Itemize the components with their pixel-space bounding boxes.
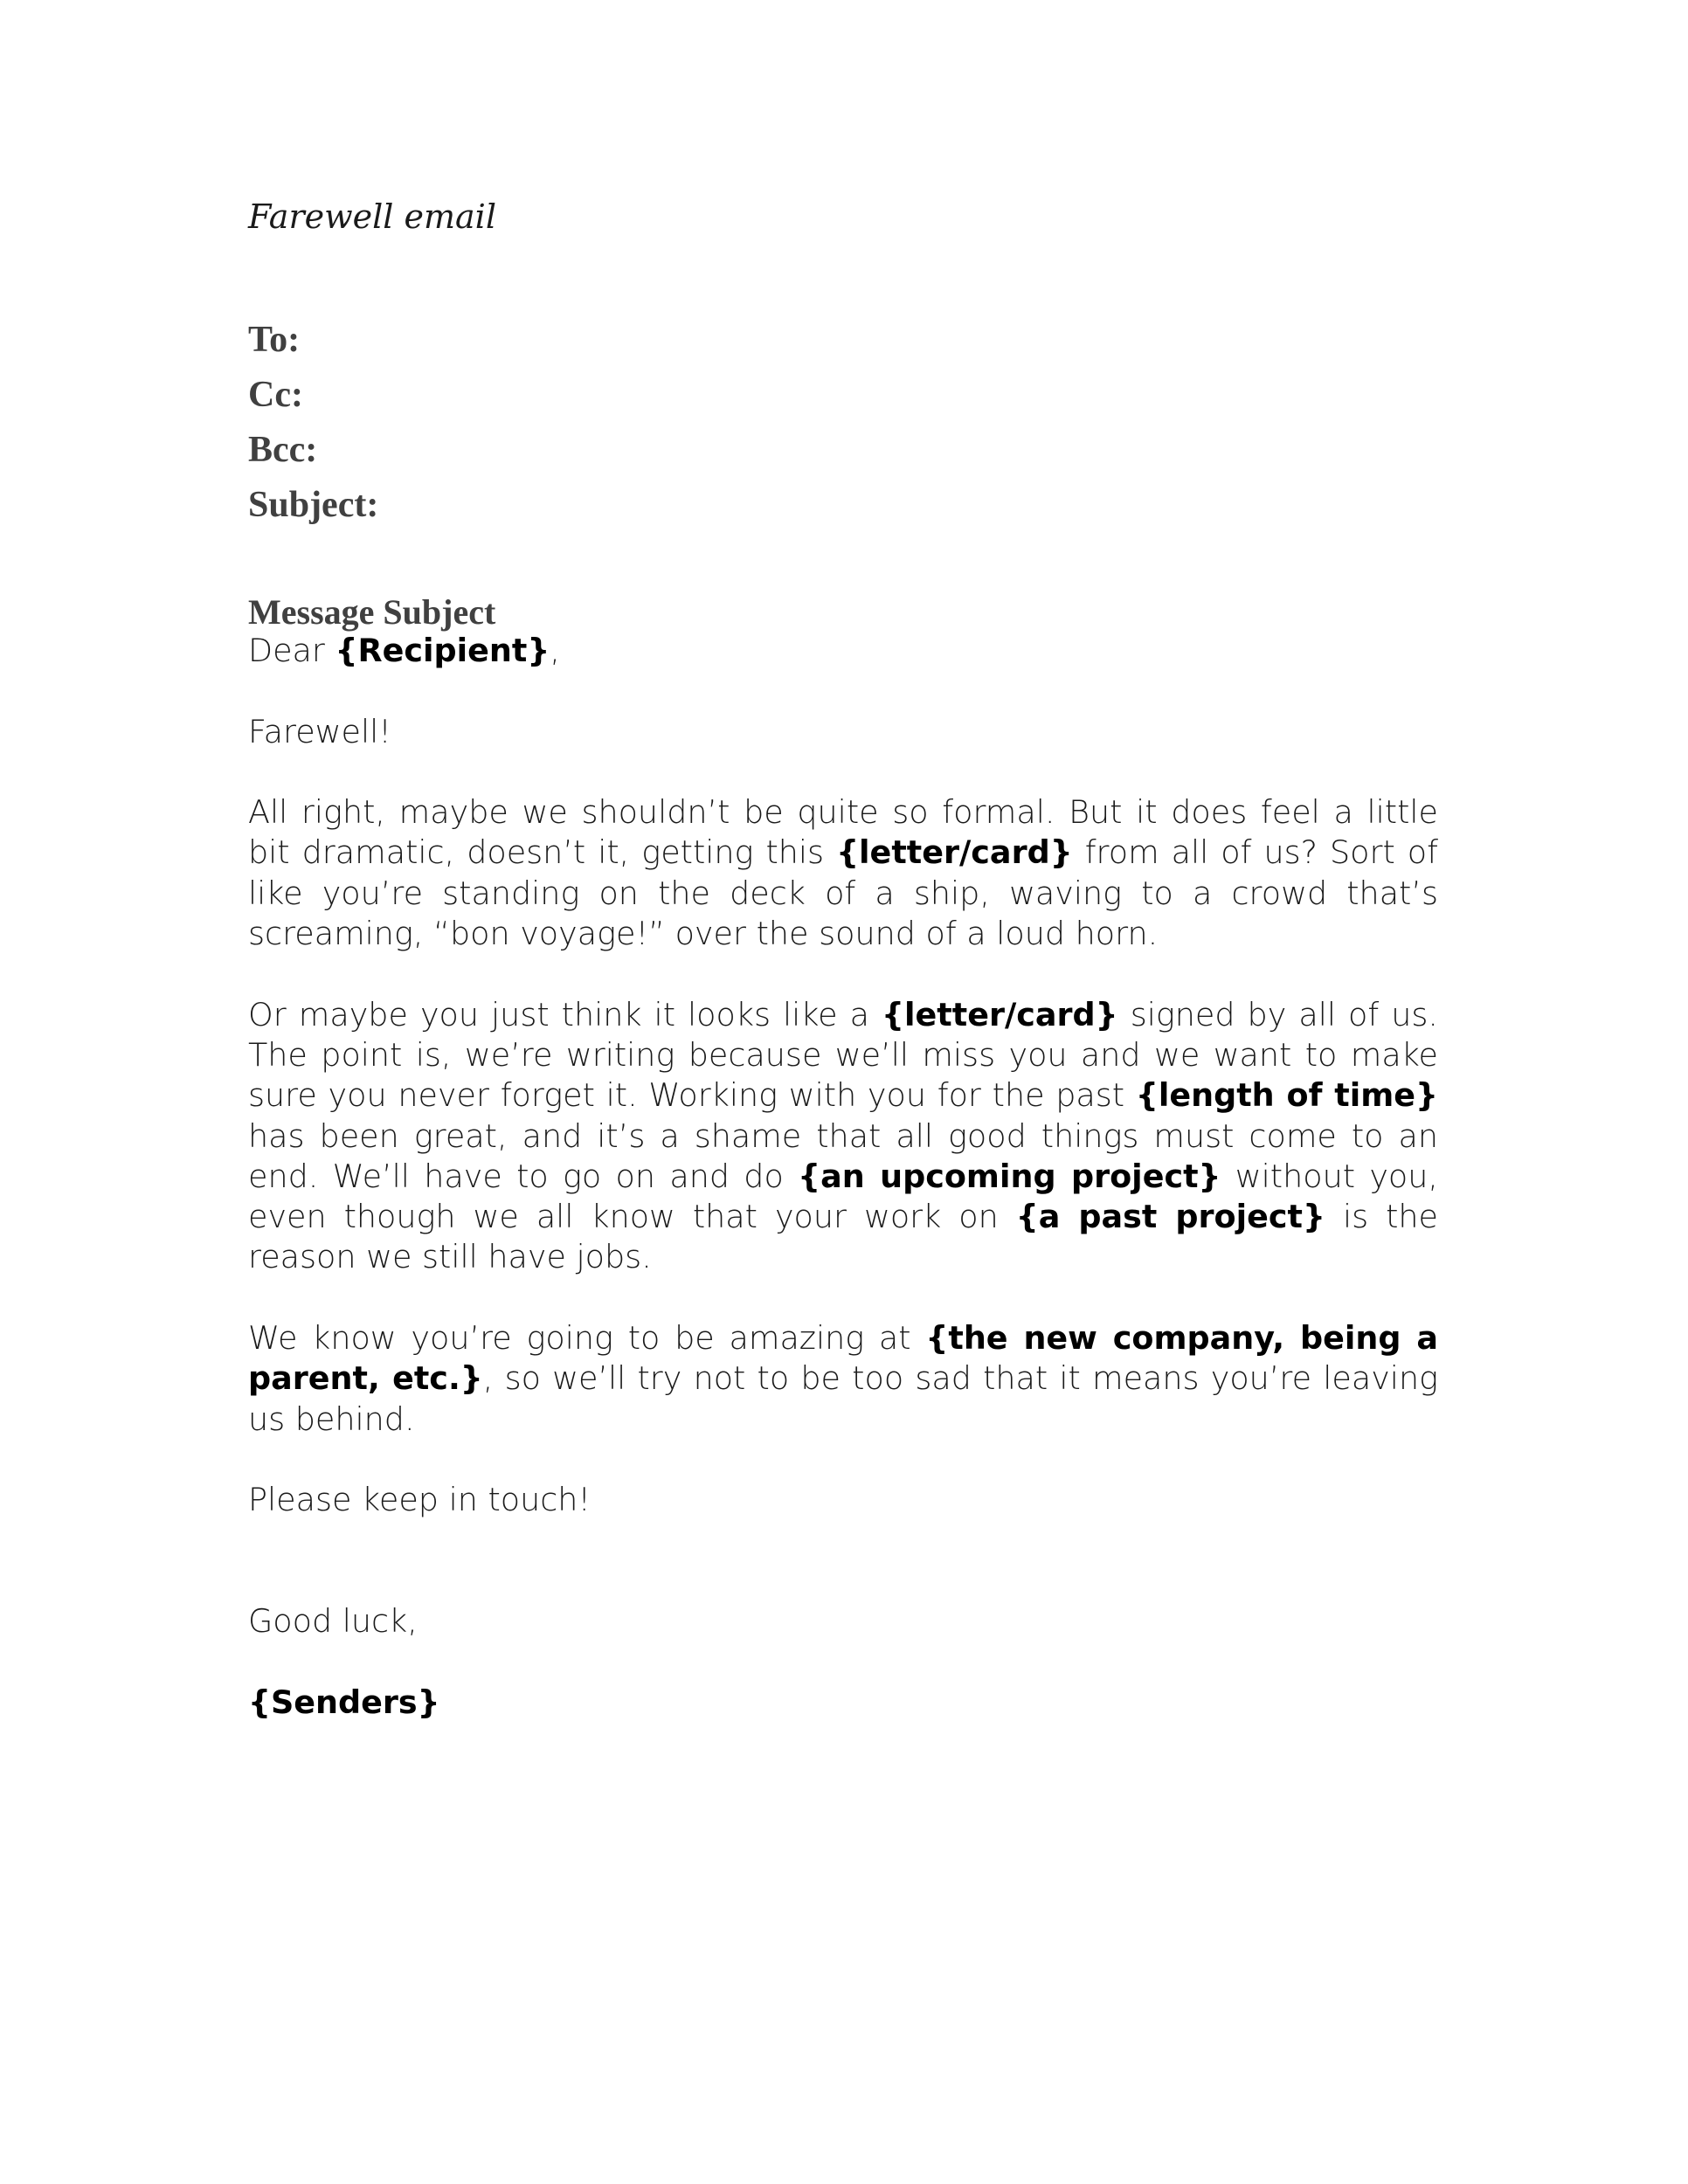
greeting (248, 631, 1438, 671)
message-body (248, 631, 1438, 1723)
subject-field-label: Subject: (248, 485, 379, 525)
paragraph-1-text: from all of us? Sort of like you’re standing on the deck of a ship, waving to a crowd that’s screaming, “bon voyage!” over the sound of a loud horn. (248, 833, 1438, 953)
upcoming-project-placeholder: {an upcoming project} (798, 1157, 1221, 1195)
greeting-suffix: , (550, 632, 560, 669)
paragraph-1-text: All right, maybe we shouldn’t be quite so formal. But it does feel a little bit dramatic, doesn’t it, getting this (248, 793, 1438, 872)
opening-line: Farewell! (248, 712, 391, 750)
paragraph-2-text: has been great, and it’s a shame that all good things must come to an end. We’ll have to go on and do (248, 1116, 1438, 1195)
paragraph-2-text: without you, even though we all know that your work on (248, 1157, 1438, 1236)
letter-card-placeholder: {letter/card} (882, 995, 1118, 1033)
closing-line: Please keep in touch! (248, 1481, 591, 1519)
new-role-placeholder: {the new company, being a parent, etc.} (248, 1319, 1438, 1398)
senders-placeholder: {Senders} (248, 1683, 440, 1721)
paragraph-1 (248, 792, 1438, 954)
length-of-time-placeholder: {length of time} (1135, 1076, 1439, 1115)
sign-off: Good luck, (248, 1602, 418, 1641)
paragraph-3-text: , so we’ll try not to be too sad that it means you’re leaving us behind. (248, 1359, 1438, 1438)
email-header-fields (248, 313, 378, 533)
recipient-placeholder: {Recipient} (335, 632, 550, 669)
letter-card-placeholder: {letter/card} (836, 833, 1073, 872)
paragraph-3-text: We know you’re going to be amazing at (248, 1319, 926, 1358)
paragraph-3 (248, 1318, 1438, 1440)
to-field-label: To: (248, 320, 301, 360)
paragraph-2-text: is the reason we still have jobs. (248, 1198, 1438, 1276)
paragraph-2-text: signed by all of us. The point is, we’re writing because we’ll miss you and we want to make sure you never forget it. Working with you for the past (248, 995, 1438, 1115)
senders-signature (248, 1683, 1438, 1723)
message-subject: Message Subject (248, 592, 496, 632)
bcc-field-label: Bcc: (248, 430, 318, 470)
greeting-prefix: Dear (248, 632, 336, 669)
past-project-placeholder: {a past project} (1015, 1198, 1325, 1236)
cc-field-label: Cc: (248, 375, 303, 415)
document-title: Farewell email (248, 197, 496, 236)
paragraph-2-text: Or maybe you just think it looks like a (248, 995, 882, 1033)
paragraph-2 (248, 995, 1438, 1278)
